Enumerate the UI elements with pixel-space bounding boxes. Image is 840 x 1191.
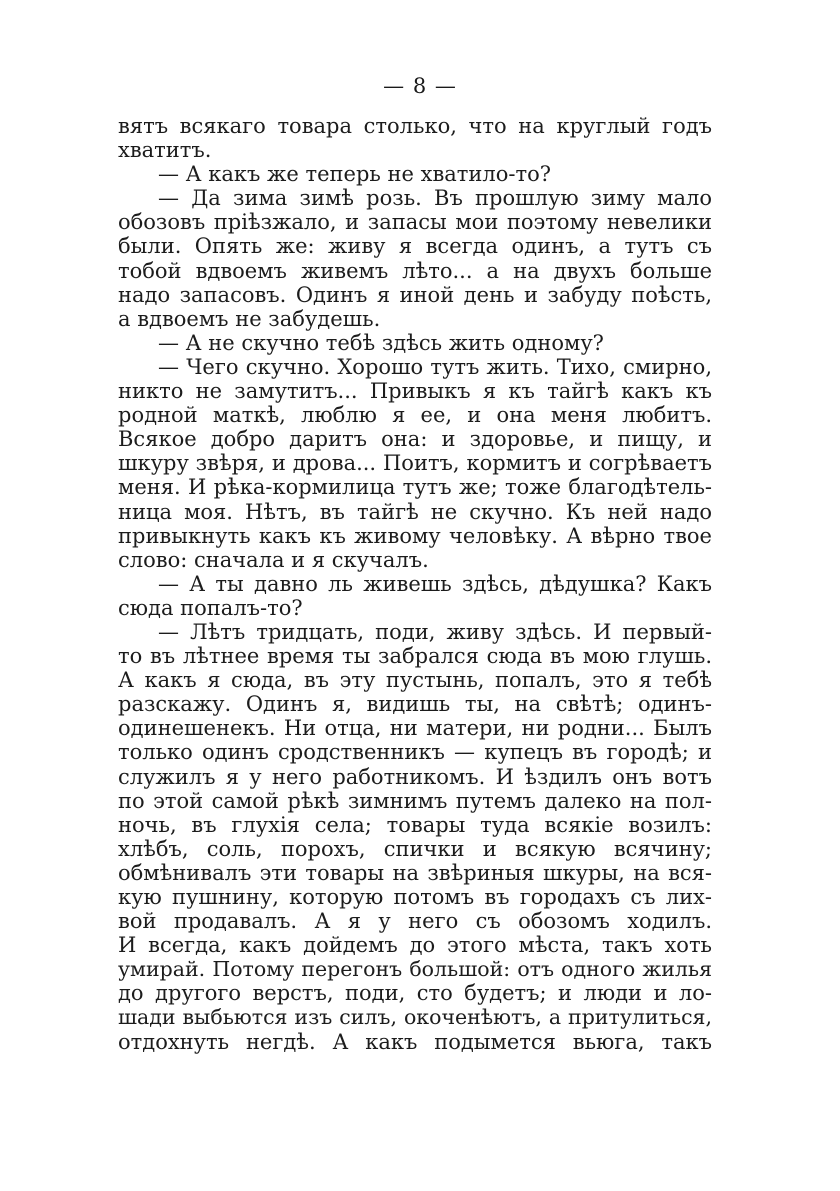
text-line: ночь, въ глухія села; товары туда всякіе возилъ:: [118, 812, 712, 837]
text-line: никто не замутитъ... Привыкъ я къ тайгѣ какъ къ: [118, 379, 712, 404]
text-line: родной маткѣ, люблю я ее, и она меня любитъ.: [118, 403, 712, 428]
text-line: — А не скучно тебѣ здѣсь жить одному?: [158, 330, 604, 355]
text-line: по этой самой рѣкѣ зимнимъ путемъ далеко на пол-: [118, 788, 712, 813]
text-line: только одинъ сродственникъ — купецъ въ городѣ; и: [118, 740, 712, 765]
text-line: шкуру звѣря, и дрова... Поитъ, кормитъ и согрѣваетъ: [118, 451, 712, 476]
text-line: шади выбьются изъ силъ, окоченѣютъ, а притулиться,: [118, 1005, 712, 1030]
text-line: а вдвоемъ не забудешь.: [118, 306, 381, 331]
page-number: — 8 —: [383, 74, 457, 98]
text-line: — Лѣтъ тридцать, поди, живу здѣсь. И первый-: [158, 619, 712, 644]
text-line: слово: сначала и я скучалъ.: [118, 547, 429, 572]
text-line: одинешенекъ. Ни отца, ни матери, ни родни... Былъ: [118, 716, 712, 741]
text-line: — Да зима зимѣ розь. Въ прошлую зиму мало: [158, 186, 712, 211]
text-line: умирай. Потому перегонъ большой: отъ одного жилья: [118, 957, 712, 982]
text-line: Всякое добро даритъ она: и здоровье, и пищу, и: [118, 427, 712, 452]
text-line: А какъ я сюда, въ эту пустынь, попалъ, это я тебѣ: [118, 668, 712, 693]
text-line: обмѣнивалъ эти товары на звѣриныя шкуры, на вся-: [118, 860, 712, 885]
text-line: до другого верстъ, поди, сто будетъ; и люди и ло-: [118, 981, 712, 1006]
text-line: вятъ всякаго товара столько, что на круглый годъ: [118, 114, 712, 138]
text-line: И всегда, какъ дойдемъ до этого мѣста, такъ хоть: [118, 933, 712, 958]
text-line: хлѣбъ, соль, порохъ, спички и всякую всячину;: [118, 836, 712, 861]
text-line: кую пушнину, которую потомъ въ городахъ съ лих-: [118, 885, 712, 909]
text-line: вой продавалъ. А я у него съ обозомъ ходилъ.: [118, 909, 712, 934]
text-line: надо запасовъ. Одинъ я иной день и забуду поѣсть,: [118, 282, 712, 307]
text-line: привыкнуть какъ къ живому человѣку. А вѣрно твое: [118, 523, 712, 548]
text-line: ница моя. Нѣтъ, въ тайгѣ не скучно. Къ ней надо: [118, 499, 712, 524]
text-line: — А ты давно ль живешь здѣсь, дѣдушка? Какъ: [158, 571, 712, 596]
text-line: отдохнуть негдѣ. А какъ подымется вьюга, такъ: [118, 1029, 712, 1054]
text-line: — А какъ же теперь не хватило-то?: [158, 162, 552, 187]
text-line: хватитъ.: [118, 138, 212, 163]
text-line: служилъ я у него работникомъ. И ѣздилъ онъ вотъ: [118, 764, 712, 789]
text-line: были. Опять же: живу я всегда одинъ, а тутъ съ: [118, 234, 712, 259]
text-line: обозовъ пріѣзжало, и запасы мои поэтому невелики: [118, 210, 712, 235]
text-line: тобой вдвоемъ живемъ лѣто... а на двухъ больше: [118, 258, 712, 283]
text-line: — Чего скучно. Хорошо тутъ жить. Тихо, смирно,: [158, 354, 712, 379]
text-line: то въ лѣтнее время ты забрался сюда въ мою глушь.: [118, 644, 712, 669]
text-line: разскажу. Одинъ я, видишь ты, на свѣтѣ; одинъ-: [118, 692, 712, 717]
text-line: меня. И рѣка-кормилица тутъ же; тоже благодѣтель-: [118, 475, 712, 500]
text-line: сюда попалъ-то?: [118, 595, 303, 620]
body-text: [118, 114, 712, 1054]
